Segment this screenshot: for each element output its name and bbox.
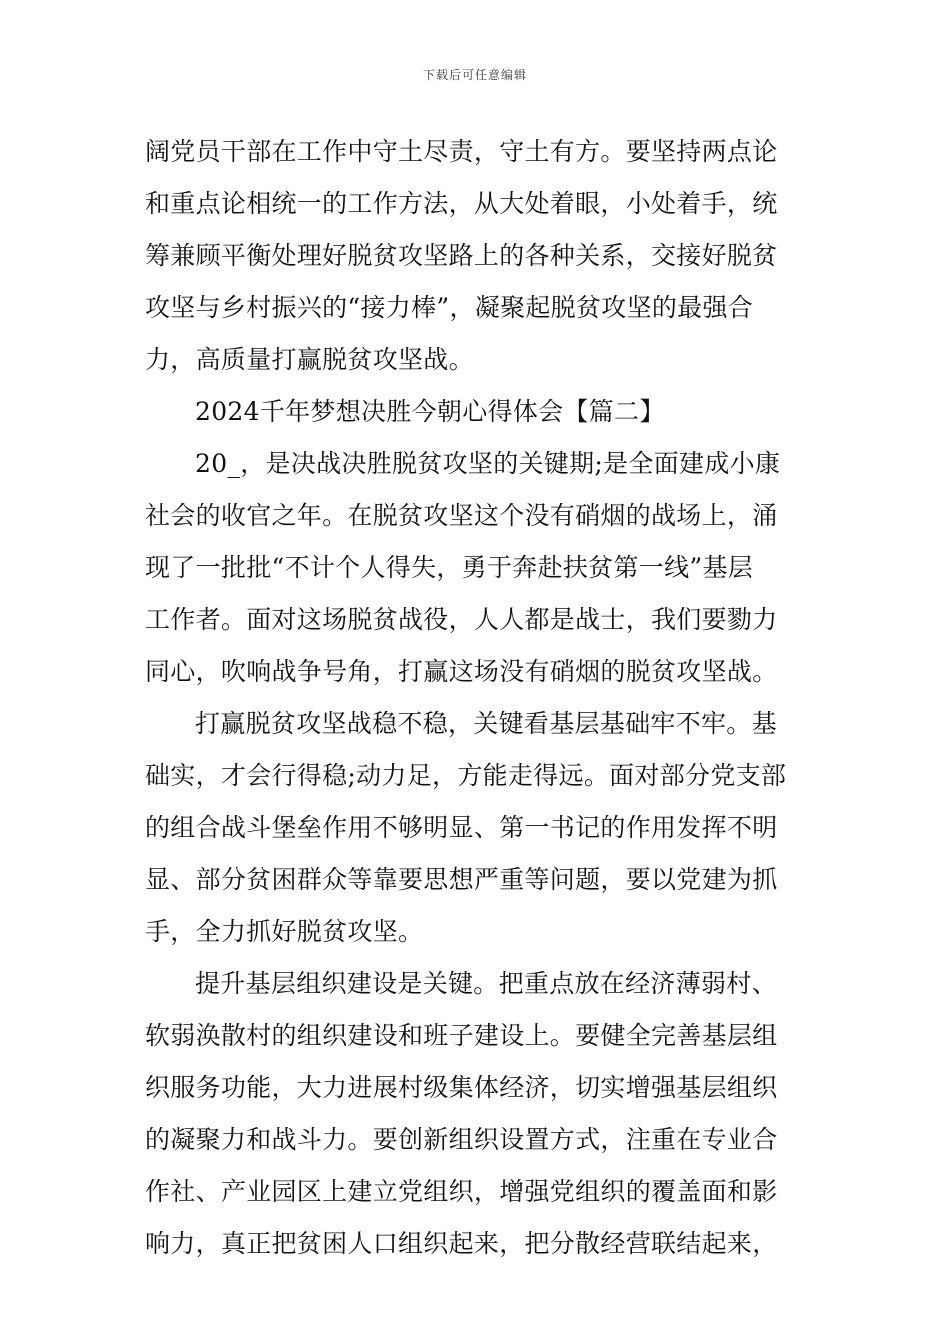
- download-note: 下载后可任意编辑: [422, 68, 527, 82]
- text-line: 阔党员干部在工作中守土尽责，守土有方。要坚持两点论: [145, 137, 778, 166]
- text-line: 现了一批批“不计个人得失，勇于奔赴扶贫第一线”基层: [145, 553, 754, 582]
- text-line: 响力，真正把贫困人口组织起来，把分散经营联结起来，: [145, 1229, 778, 1258]
- text-line: 显、部分贫困群众等靠要思想严重等问题，要以党建为抓: [145, 865, 778, 894]
- text-line: 筹兼顾平衡处理好脱贫攻坚路上的各种关系，交接好脱贫: [145, 241, 778, 270]
- text-line: 织服务功能，大力进展村级集体经济，切实增强基层组织: [145, 1073, 778, 1102]
- text-line: 作社、产业园区上建立党组织，增强党组织的覆盖面和影: [145, 1177, 778, 1206]
- text-line: 的组合战斗堡垒作用不够明显、第一书记的作用发挥不明: [145, 813, 778, 842]
- text-line: 工作者。面对这场脱贫战役，人人都是战士，我们要勠力: [145, 605, 778, 634]
- text-line: 和重点论相统一的工作方法，从大处着眼，小处着手，统: [145, 189, 778, 218]
- text-line: 手，全力抓好脱贫攻坚。: [145, 917, 424, 946]
- document-body: [145, 126, 810, 1270]
- text-line: 础实，才会行得稳;动力足，方能走得远。面对部分党支部: [145, 761, 787, 790]
- text-line: 攻坚与乡村振兴的“接力棒”，凝聚起脱贫攻坚的最强合: [145, 293, 754, 322]
- paragraph-first-line: 打赢脱贫攻坚战稳不稳，关键看基层基础牢不牢。基: [195, 709, 777, 738]
- text-line: 力，高质量打赢脱贫攻坚战。: [145, 345, 474, 374]
- text-line: 社会的收官之年。在脱贫攻坚这个没有硝烟的战场上，涌: [145, 501, 778, 530]
- paragraph-first-line: 提升基层组织建设是关键。把重点放在经济薄弱村、: [195, 969, 777, 998]
- paragraph-first-line: 20_，是决战决胜脱贫攻坚的关键期;是全面建成小康: [195, 449, 781, 478]
- text-line: 软弱涣散村的组织建设和班子建设上。要健全完善基层组: [145, 1021, 778, 1050]
- section-heading: 2024千年梦想决胜今朝心得体会【篇二】: [195, 397, 665, 426]
- text-line: 同心，吹响战争号角，打赢这场没有硝烟的脱贫攻坚战。: [145, 657, 778, 686]
- text-line: 的凝聚力和战斗力。要创新组织设置方式，注重在专业合: [145, 1125, 778, 1154]
